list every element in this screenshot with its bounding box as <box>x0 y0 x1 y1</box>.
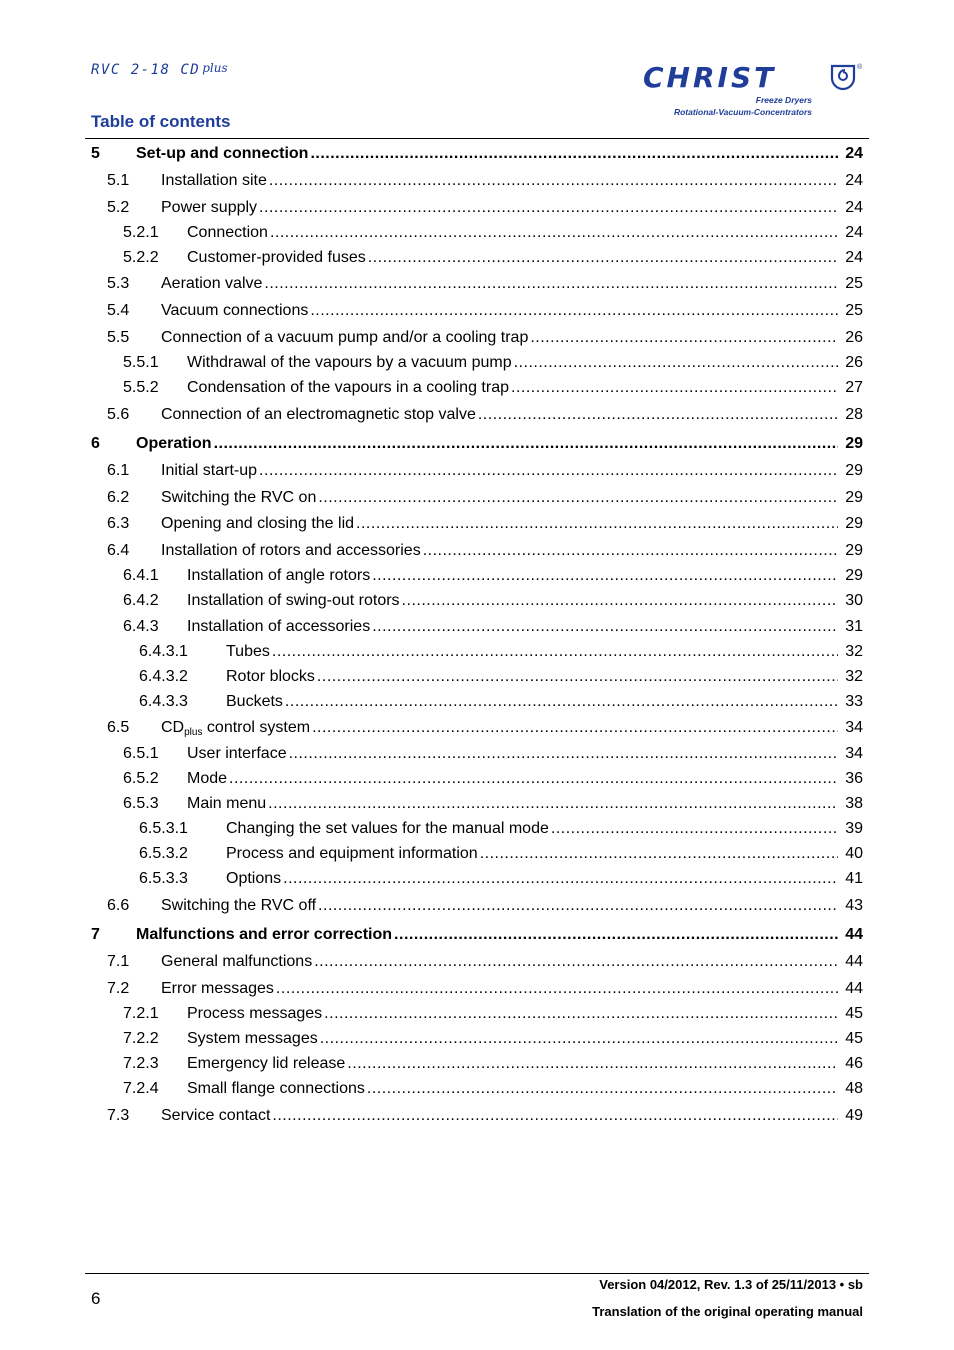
toc-dot-leader <box>259 198 838 218</box>
toc-dot-leader <box>272 642 838 662</box>
toc-entry[interactable] <box>0 744 954 764</box>
toc-entry-title: Emergency lid release <box>187 1055 346 1072</box>
toc-entry[interactable] <box>0 1004 954 1024</box>
toc-entry[interactable] <box>0 566 954 586</box>
toc-dot-leader <box>285 692 838 712</box>
toc-entry[interactable] <box>0 1029 954 1049</box>
toc-entry[interactable] <box>0 617 954 637</box>
toc-entry-title-line <box>136 144 838 164</box>
toc-entry-title-line <box>226 869 838 889</box>
toc-entry-number: 7.3 <box>107 1107 130 1124</box>
toc-entry-number: 5.5.2 <box>123 379 159 396</box>
toc-entry-number: 6.3 <box>107 515 130 532</box>
toc-entry[interactable] <box>0 171 954 191</box>
toc-entry-page: 34 <box>845 719 863 736</box>
toc-entry-title: Installation of accessories <box>187 618 371 635</box>
toc-entry-title: Withdrawal of the vapours by a vacuum pump <box>187 354 512 371</box>
toc-entry-title-line <box>187 794 838 814</box>
toc-entry-page: 48 <box>845 1080 863 1097</box>
toc-entry-title <box>161 718 310 738</box>
toc-entry-page: 29 <box>845 435 863 452</box>
toc-entry-title-line <box>187 248 838 268</box>
toc-entry-page: 34 <box>845 745 863 762</box>
toc-entry-title: Main menu <box>187 795 267 812</box>
toc-entry-number: 6.4 <box>107 542 130 559</box>
toc-entry-title: Rotor blocks <box>226 668 315 685</box>
toc-entry-page: 27 <box>845 379 863 396</box>
toc-entry-number: 5.1 <box>107 172 130 189</box>
toc-entry-title-line <box>187 617 838 637</box>
toc-dot-leader <box>314 952 838 972</box>
toc-entry-number: 6.4.2 <box>123 592 159 609</box>
toc-entry-page: 40 <box>845 845 863 862</box>
toc-entry-page: 32 <box>845 668 863 685</box>
toc-entry-title: Switching the RVC on <box>161 489 317 506</box>
version-info: Version 04/2012, Rev. 1.3 of 25/11/2013 • sb <box>599 1277 863 1292</box>
toc-entry-page: 49 <box>845 1107 863 1124</box>
toc-entry-title: Small flange connections <box>187 1080 365 1097</box>
toc-dot-leader <box>368 248 838 268</box>
toc-entry[interactable] <box>0 794 954 814</box>
toc-dot-leader <box>402 591 838 611</box>
toc-entry-title: Installation of swing-out rotors <box>187 592 400 609</box>
toc-dot-leader <box>480 844 838 864</box>
toc-entry-page: 25 <box>845 302 863 319</box>
toc-dot-leader <box>318 896 838 916</box>
toc-entry-title: Operation <box>136 435 212 452</box>
toc-entry-title: Process and equipment information <box>226 845 478 862</box>
toc-entry-title: Aeration valve <box>161 275 263 292</box>
toc-entry-number: 6.1 <box>107 462 130 479</box>
toc-entry-number: 5 <box>91 145 100 162</box>
toc-entry-number: 7.2.4 <box>123 1080 159 1097</box>
toc-entry-page: 24 <box>845 199 863 216</box>
toc-entry-title-subscript: plus <box>184 727 203 738</box>
toc-entry-title: Connection <box>187 224 268 241</box>
logo-wordmark: CHRIST <box>643 61 777 94</box>
toc-entry-title-line <box>187 1004 838 1024</box>
toc-entry-title: Installation site <box>161 172 267 189</box>
toc-entry-title-main: CD <box>161 719 185 736</box>
toc-entry-title-line <box>161 896 838 916</box>
toc-entry-title-line <box>161 718 838 738</box>
logo-tagline-rvc: Rotational-Vacuum-Concentrators <box>673 107 812 117</box>
footer-divider <box>85 1273 869 1274</box>
toc-entry-title-line <box>187 378 838 398</box>
toc-entry-page: 24 <box>845 172 863 189</box>
toc-entry-title-line <box>187 1079 838 1099</box>
page-number: 6 <box>91 1289 101 1308</box>
toc-entry-page: 31 <box>845 618 863 635</box>
toc-entry-title-line <box>226 844 838 864</box>
toc-dot-leader <box>324 1004 838 1024</box>
toc-entry[interactable] <box>0 692 954 712</box>
toc-dot-leader <box>372 617 838 637</box>
toc-entry-number: 5.2 <box>107 199 130 216</box>
toc-entry-title: Buckets <box>226 693 283 710</box>
toc-entry-title-line <box>136 925 838 945</box>
toc-entry-page: 33 <box>845 693 863 710</box>
toc-entry-title: Connection of a vacuum pump and/or a cooling trap <box>161 329 529 346</box>
toc-entry-page: 24 <box>845 249 863 266</box>
toc-entry-number: 7.1 <box>107 953 130 970</box>
toc-entry-title: Opening and closing the lid <box>161 515 355 532</box>
toc-entry-title: Condensation of the vapours in a cooling trap <box>187 379 509 396</box>
toc-entry[interactable] <box>0 248 954 268</box>
toc-entry-title-line <box>161 171 838 191</box>
toc-entry[interactable] <box>0 591 954 611</box>
toc-entry-title-line <box>187 744 838 764</box>
toc-entry-title-line <box>161 461 838 481</box>
toc-dot-leader <box>423 541 838 561</box>
toc-entry-title: Mode <box>187 770 228 787</box>
toc-entry[interactable] <box>0 896 954 916</box>
toc-entry[interactable] <box>0 223 954 243</box>
toc-dot-leader <box>312 718 838 738</box>
toc-entry-title-line <box>161 198 838 218</box>
toc-dot-leader <box>478 405 838 425</box>
toc-entry-page: 45 <box>845 1030 863 1047</box>
toc-dot-leader <box>320 1029 838 1049</box>
toc-dot-leader <box>511 378 838 398</box>
toc-dot-leader <box>551 819 838 839</box>
toc-entry[interactable] <box>0 1106 954 1126</box>
toc-entry-page: 45 <box>845 1005 863 1022</box>
toc-entry-title-line <box>187 353 838 373</box>
toc-entry-title-line <box>226 642 838 662</box>
toc-entry-title-line <box>226 819 838 839</box>
toc-entry-title-line <box>187 1029 838 1049</box>
toc-entry[interactable] <box>0 979 954 999</box>
toc-entry-title: Set-up and connection <box>136 145 309 162</box>
toc-entry-title: General malfunctions <box>161 953 313 970</box>
product-name-text: RVC 2-18 CD <box>91 62 201 78</box>
toc-entry[interactable] <box>0 718 954 738</box>
toc-entry-number: 7.2 <box>107 980 130 997</box>
toc-entry[interactable] <box>0 488 954 508</box>
toc-entry[interactable] <box>0 405 954 425</box>
toc-entry-page: 29 <box>845 542 863 559</box>
toc-entry-title: Error messages <box>161 980 274 997</box>
toc-entry-number: 6.4.3.1 <box>139 643 188 660</box>
toc-entry-page: 41 <box>845 870 863 887</box>
toc-entry-title: Customer-provided fuses <box>187 249 366 266</box>
toc-dot-leader <box>394 925 838 945</box>
toc-entry-title-line <box>161 405 838 425</box>
toc-dot-leader <box>530 328 838 348</box>
toc-entry[interactable] <box>0 353 954 373</box>
toc-entry-number: 6.5.1 <box>123 745 159 762</box>
toc-entry[interactable] <box>0 869 954 889</box>
toc-dot-leader <box>310 301 838 321</box>
toc-entry-title: Installation of rotors and accessories <box>161 542 421 559</box>
toc-entry-number: 6.5.3.2 <box>139 845 188 862</box>
toc-entry-page: 26 <box>845 329 863 346</box>
toc-entry-number: 6.4.3.3 <box>139 693 188 710</box>
toc-entry-title: Switching the RVC off <box>161 897 317 914</box>
toc-dot-leader <box>214 434 838 454</box>
toc-entry-title: User interface <box>187 745 287 762</box>
toc-entry-number: 5.5.1 <box>123 354 159 371</box>
toc-entry[interactable] <box>0 925 954 945</box>
toc-entry-title-line <box>187 591 838 611</box>
toc-dot-leader <box>514 353 838 373</box>
toc-entry-title-line <box>187 769 838 789</box>
toc-dot-leader <box>264 274 838 294</box>
toc-entry-page: 24 <box>845 224 863 241</box>
toc-entry-number: 6.4.3.2 <box>139 668 188 685</box>
toc-entry-title: Options <box>226 870 282 887</box>
toc-dot-leader <box>367 1079 838 1099</box>
toc-dot-leader <box>276 979 838 999</box>
toc-dot-leader <box>272 1106 838 1126</box>
toc-entry-title: Service contact <box>161 1107 271 1124</box>
section-title: Table of contents <box>91 112 231 131</box>
toc-entry-page: 36 <box>845 770 863 787</box>
toc-dot-leader <box>259 461 838 481</box>
toc-entry-title-line <box>226 667 838 687</box>
toc-entry-number: 6.5.3.1 <box>139 820 188 837</box>
toc-entry-page: 26 <box>845 354 863 371</box>
toc-entry[interactable] <box>0 514 954 534</box>
toc-dot-leader <box>283 869 838 889</box>
toc-entry-page: 43 <box>845 897 863 914</box>
toc-entry-title-line <box>136 434 838 454</box>
toc-entry[interactable] <box>0 434 954 454</box>
toc-entry-number: 5.2.1 <box>123 224 159 241</box>
toc-entry-title: Changing the set values for the manual mode <box>226 820 549 837</box>
toc-entry[interactable] <box>0 198 954 218</box>
toc-entry-number: 6.6 <box>107 897 130 914</box>
toc-entry-title: Vacuum connections <box>161 302 309 319</box>
toc-entry-title: System messages <box>187 1030 318 1047</box>
toc-entry[interactable] <box>0 144 954 164</box>
toc-entry-title: Connection of an electromagnetic stop valve <box>161 406 476 423</box>
toc-dot-leader <box>270 223 838 243</box>
toc-entry-page: 39 <box>845 820 863 837</box>
toc-entry-number: 6.2 <box>107 489 130 506</box>
toc-entry-title: Power supply <box>161 199 258 216</box>
toc-dot-leader <box>318 488 838 508</box>
toc-entry-page: 29 <box>845 515 863 532</box>
toc-dot-leader <box>317 667 838 687</box>
toc-dot-leader <box>269 171 838 191</box>
toc-dot-leader <box>310 144 838 164</box>
toc-entry[interactable] <box>0 642 954 662</box>
registered-mark: ® <box>857 64 863 71</box>
translation-note: Translation of the original operating manual <box>592 1304 863 1319</box>
toc-entry-page: 24 <box>845 145 863 162</box>
toc-entry-page: 28 <box>845 406 863 423</box>
toc-entry-number: 7.2.3 <box>123 1055 159 1072</box>
toc-entry-title-line <box>161 301 838 321</box>
toc-entry[interactable] <box>0 769 954 789</box>
logo-tagline-freeze-dryers: Freeze Dryers <box>755 95 812 105</box>
toc-entry[interactable] <box>0 1054 954 1074</box>
toc-entry-page: 29 <box>845 567 863 584</box>
toc-entry-page: 30 <box>845 592 863 609</box>
toc-entry-number: 5.2.2 <box>123 249 159 266</box>
toc-entry-number: 5.5 <box>107 329 130 346</box>
toc-entry-title-line <box>161 514 838 534</box>
toc-entry-number: 6.5.3 <box>123 795 159 812</box>
toc-dot-leader <box>356 514 838 534</box>
toc-entry[interactable] <box>0 274 954 294</box>
toc-entry-page: 29 <box>845 462 863 479</box>
toc-entry-title: Installation of angle rotors <box>187 567 371 584</box>
toc-entry[interactable] <box>0 819 954 839</box>
toc-entry[interactable] <box>0 667 954 687</box>
toc-entry[interactable] <box>0 301 954 321</box>
toc-entry[interactable] <box>0 541 954 561</box>
toc-entry-title-line <box>226 692 838 712</box>
toc-entry[interactable] <box>0 844 954 864</box>
toc-entry-title-rest: control system <box>202 719 311 736</box>
toc-entry-number: 6.5.3.3 <box>139 870 188 887</box>
toc-entry-title-line <box>187 566 838 586</box>
toc-entry-page: 44 <box>845 980 863 997</box>
toc-entry-page: 32 <box>845 643 863 660</box>
toc-entry-title-line <box>161 952 838 972</box>
toc-entry-number: 7.2.1 <box>123 1005 159 1022</box>
toc-dot-leader <box>268 794 838 814</box>
toc-entry-title-line <box>161 541 838 561</box>
toc-dot-leader <box>372 566 838 586</box>
toc-entry[interactable] <box>0 328 954 348</box>
toc-entry-title-line <box>161 274 838 294</box>
toc-entry-page: 44 <box>845 926 863 943</box>
product-name-suffix: plus <box>202 61 228 75</box>
toc-dot-leader <box>347 1054 838 1074</box>
toc-entry-page: 38 <box>845 795 863 812</box>
toc-entry-number: 7.2.2 <box>123 1030 159 1047</box>
toc-entry-title-line <box>187 1054 838 1074</box>
toc-entry-title-line <box>187 223 838 243</box>
toc-entry-title-line <box>161 328 838 348</box>
toc-entry-number: 5.6 <box>107 406 130 423</box>
toc-entry-title-line <box>161 488 838 508</box>
toc-entry-title: Process messages <box>187 1005 323 1022</box>
toc-entry-number: 6.5.2 <box>123 770 159 787</box>
toc-entry[interactable] <box>0 461 954 481</box>
toc-entry-title-line <box>161 979 838 999</box>
toc-entry-title: Tubes <box>226 643 270 660</box>
toc-entry-page: 44 <box>845 953 863 970</box>
toc-entry-title-line <box>161 1106 838 1126</box>
toc-entry-title: Initial start-up <box>161 462 258 479</box>
toc-entry[interactable] <box>0 378 954 398</box>
toc-entry-number: 7 <box>91 926 100 943</box>
toc-entry-title: Malfunctions and error correction <box>136 926 393 943</box>
toc-entry-page: 46 <box>845 1055 863 1072</box>
toc-entry[interactable] <box>0 1079 954 1099</box>
toc-dot-leader <box>289 744 838 764</box>
toc-entry-number: 6.5 <box>107 719 130 736</box>
toc-entry-number: 5.3 <box>107 275 130 292</box>
toc-entry-page: 29 <box>845 489 863 506</box>
toc-entry-number: 6.4.1 <box>123 567 159 584</box>
toc-dot-leader <box>229 769 838 789</box>
toc-entry[interactable] <box>0 952 954 972</box>
toc-entry-number: 6 <box>91 435 100 452</box>
toc-entry-number: 6.4.3 <box>123 618 159 635</box>
toc-entry-number: 5.4 <box>107 302 130 319</box>
toc-entry-page: 25 <box>845 275 863 292</box>
